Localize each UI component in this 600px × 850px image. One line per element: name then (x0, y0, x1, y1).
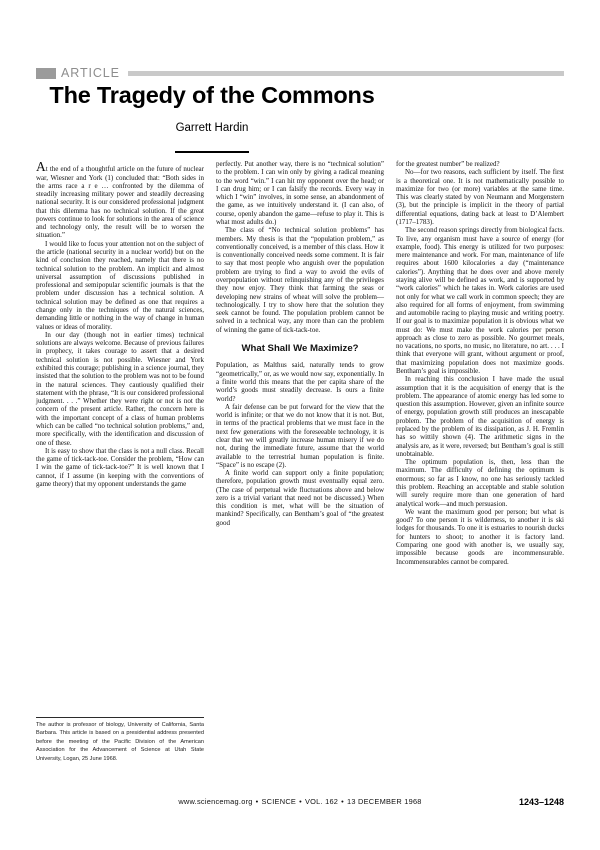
paragraph: At the end of a thoughtful article on the future of nuclear war, Wiesner and York (1) concluded that: “Both sides in the arms race a r e … confronted by the dilemma of steadily increasing military power and steadily decreasing national security. It is our considered professional judgment that this dilemma has no technical solution. If the great powers continue to look for solutions in the area of science and technology only, the result will be to worsen the situation.” (36, 159, 204, 240)
paragraph: The optimum population is, then, less than the maximum. The difficulty of defining the optimum is enormous; so far as I know, no one has seriously tackled this problem. Reaching an acceptable and stable solution will surely require more than one generation of hard analytical work—and much persuasion. (396, 458, 564, 508)
kicker-label: ARTICLE (61, 66, 120, 80)
footer-separator-icon: • (299, 797, 302, 806)
paragraph: In reaching this conclusion I have made the usual assumption that it is the acquisition of energy that is the problem. The appearance of atomic energy has led some to question this assumption. However, given an infinite source of energy, population growth still produces an inescapable problem. The problem of the acquisition of energy is replaced by the problem of its dissipation, as J. H. Fremlin has so wittily shown (4). The arithmetic signs in the analysis are, as it were, reversed; but Bentham’s goal is still unobtainable. (396, 375, 564, 458)
body-column-2 (216, 160, 384, 527)
footer-page-range: 1243–1248 (518, 797, 564, 807)
footer-separator-icon: • (341, 797, 345, 806)
paragraph: The class of “No technical solution problems” has members. My thesis is that the “population problem,” as conventionally conceived, is a member of this class. How it is conventionally conceived needs some comment. It is fair to say that most people who anguish over the population problem are trying to find a way to avoid the evils of overpopulation without relinquishing any of the privileges they now enjoy. They think that farming the seas or developing new strains of wheat will solve the problem—technologically. I try to show here that the solution they seek cannot be found. The population problem cannot be solved in a technical way, any more than can the problem of winning the game of tick-tack-toe. (216, 226, 384, 334)
footnote-text: The author is professor of biology, University of California, Santa Barbara. This article is based on a presidential address presented before the meeting of the Pacific Division of the American Association for the Advancement of Science at Utah State University, Logan, 25 June 1968. (36, 722, 204, 762)
kicker-rule (128, 71, 564, 76)
body-column-1 (36, 160, 204, 488)
article-kicker (36, 66, 564, 80)
paragraph: Population, as Malthus said, naturally tends to grow “geometrically,” or, as we would now say, exponentially. In a finite world this means that the per capita share of the world’s goods must steadily decrease. Is ours a finite world? (216, 361, 384, 403)
paragraph: We want the maximum good per person; but what is good? To one person it is wilderness, to another it is ski lodges for thousands. To one it is estuaries to nourish ducks for hunters to shoot; to another it is factory land. Comparing one good with another is, we usually say, impossible because goods are incommensurable. Incommensurables cannot be compared. (396, 507, 564, 566)
article-author: Garrett Hardin (175, 122, 249, 135)
paragraph: A finite world can support only a finite population; therefore, population growth must eventually equal zero. (The case of perpetual wide fluctuations above and below zero is a trivial variant that need not be discussed.) When this condition is met, what will be the situation of mankind? Specifically, can Bentham’s goal of “the greatest good (216, 469, 384, 527)
paragraph: In our day (though not in earlier times) technical solutions are always welcome. Because of previous failures in prophecy, it takes courage to assert that a desired technical solution is not possible. Wiesner and York exhibited this courage; publishing in a science journal, they insisted that the solution to the problem was not to be found in the natural sciences. They cautiously qualified their statement with the phrase, “It is our considered professional judgment. . . .” Whether they were right or not is not the concern of the present article. Rather, the concern here is with the important concept of a class of human problems which can be called “no technical solution problems,” and, more specifically, with the identification and discussion of one of these. (36, 330, 204, 447)
footer-separator-icon: • (255, 797, 259, 806)
page-title: The Tragedy of the Commons (49, 82, 375, 108)
paragraph: No—for two reasons, each sufficient by itself. The first is a theoretical one. It is not mathematically possible to maximize for two (or more) variables at the same time. This was clearly stated by von Neumann and Morgenstern (3), but the principle is implicit in the theory of partial differential equations, dating back at least to D’Alembert (1717–1783). (396, 168, 564, 226)
footnote-divider (36, 717, 204, 718)
paragraph: A fair defense can be put forward for the view that the world is infinite; or that we do not know that it is not. But, in terms of the practical problems that we must face in the next few generations with the foreseeable technology, it is clear that we will greatly increase human misery if we do not, during the immediate future, assume that the world available to the terrestrial human population is finite. “Space” is no escape (2). (216, 402, 384, 469)
footer-date: 13 DECEMBER 1968 (347, 797, 422, 806)
author-footnote (36, 717, 204, 763)
kicker-square-icon (36, 68, 56, 79)
body-column-3 (396, 160, 564, 566)
paragraph: The second reason springs directly from biological facts. To live, any organism must have a source of energy (for example, food). This energy is utilized for two purposes: mere maintenance and work. For man, maintenance of life requires about 1600 kilocalories a day (“maintenance calories”). Anything that he does over and above merely staying alive will be defined as work, and is supported by “work calories” which he takes in. Work calories are used not only for what we call work in common speech; they are also required for all forms of enjoyment, from swimming and automobile racing to playing music and writing poetry. If our goal is to maximize population it is obvious what we must do: We must make the work calories per person approach as close to zero as possible. No gourmet meals, no vacations, no sports, no music, no literature, no art. . . . I think that everyone will grant, without argument or proof, that maximizing population does not maximize goods. Bentham’s goal is impossible. (396, 226, 565, 376)
section-heading: What Shall We Maximize? (241, 342, 359, 354)
title-block (36, 82, 388, 153)
footer-website[interactable]: www.sciencemag.org (178, 797, 253, 806)
page-footer (36, 797, 564, 806)
paragraph: for the greatest number” be realized? (396, 160, 500, 168)
paragraph: I would like to focus your attention not on the subject of the article (national security in a nuclear world) but on the kind of conclusion they reached, namely that there is no technical solution to the problem. An implicit and almost universal assumption of discussions published in professional and semipopular scientific journals is that the problem under discussion has a technical solution. A technical solution may be defined as one that requires a change only in the techniques of the natural sciences, demanding little or nothing in the way of change in human values or ideas of morality. (36, 239, 204, 331)
paragraph: perfectly. Put another way, there is no “technical solution” to the problem. I can win only by giving a radical meaning to the word “win.” I can hit my opponent over the head; or I can drug him; or I can falsify the records. Every way in which I “win” involves, in some sense, an abandonment of the game, as we intuitively understand it. (I can also, of course, openly abandon the game—refuse to play it. This is what most adults do.) (216, 160, 384, 226)
footer-citation (178, 797, 421, 806)
footer-volume: VOL. 162 (304, 797, 339, 806)
title-divider (175, 151, 249, 153)
footer-journal: SCIENCE (261, 797, 297, 806)
paragraph: It is easy to show that the class is not a null class. Recall the game of tick-tack-toe. Consider the problem, “How can I win the game of tick-tack-toe?” It is well known that I cannot, if I assume (in keeping with the conventions of game theory) that my opponent understands the game (36, 446, 204, 488)
